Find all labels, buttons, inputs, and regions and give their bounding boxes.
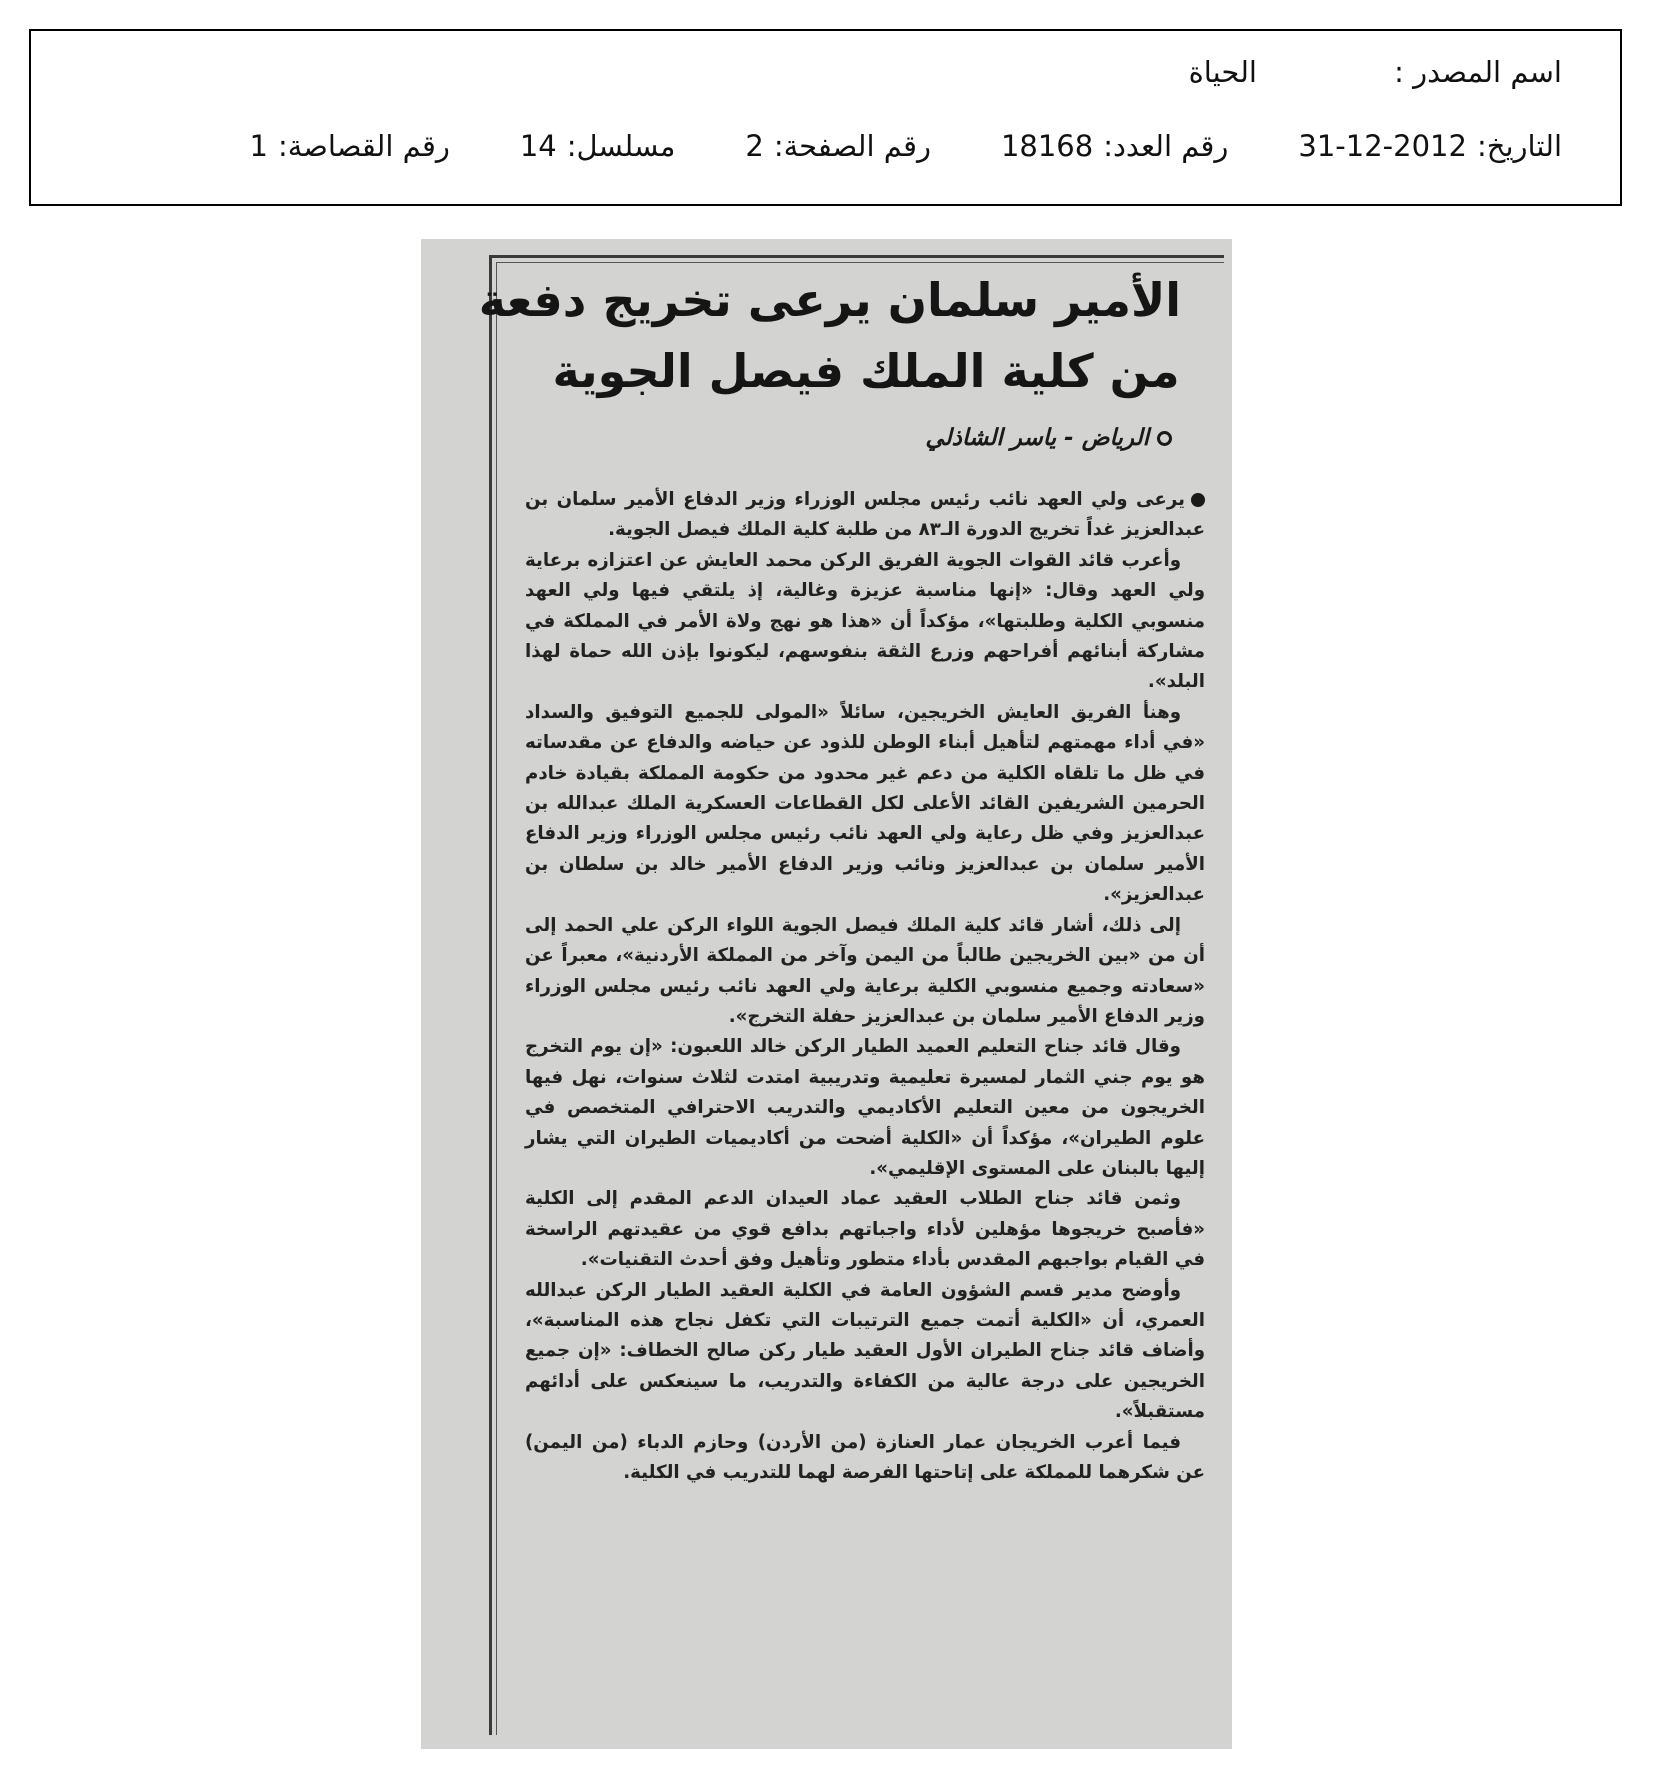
page-field — [745, 129, 931, 163]
clip-value: 1 — [249, 129, 268, 163]
headline-line-1: الأمير سلمان يرعى تخريج دفعة — [478, 273, 1181, 327]
newspaper-clipping — [421, 239, 1232, 1749]
date-label: التاريخ: — [1476, 129, 1562, 163]
article-body — [525, 485, 1205, 1488]
serial-field — [520, 129, 676, 163]
paragraph-text: يرعى ولي العهد نائب رئيس مجلس الوزراء وزير الدفاع الأمير سلمان بن عبدالعزيز غداً تخريج الدورة الـ٨٣ من طلبة كلية الملك فيصل الجوية. — [525, 489, 1205, 541]
serial-value: 14 — [519, 129, 557, 163]
details-row — [71, 129, 1562, 163]
byline — [925, 425, 1172, 451]
source-label: اسم المصدر : — [1394, 55, 1562, 89]
date-value: 31-12-2012 — [1298, 129, 1467, 163]
clip-label: رقم القصاصة: — [277, 129, 450, 163]
paragraph — [525, 485, 1205, 546]
clip-field — [250, 129, 450, 163]
paragraph: وقال قائد جناح التعليم العميد الطيار الركن خالد اللعبون: «إن يوم التخرج هو يوم جني الثمار لمسيرة تعليمية وتدريبية امتدت لثلاث سنوات، نهل فيها الخريجون من معين التعليم الأكاديمي والتدريب الاحترافي المتخصص في علوم الطيران»، مؤكداً أن «الكلية أضحت من أكاديميات الطيران التي يشار إليها بالبنان على المستوى الإقليمي». — [525, 1036, 1205, 1179]
issue-label: رقم العدد: — [1103, 129, 1229, 163]
circle-icon — [1157, 431, 1172, 446]
source-value: الحياة — [1188, 55, 1257, 89]
issue-value: 18168 — [1000, 129, 1094, 163]
paragraph: وثمن قائد جناح الطلاب العقيد عماد العيدان الدعم المقدم إلى الكلية «فأصبح خريجوها مؤهلين لأداء واجباتهم بدافع قوي من عقيدتهم الراسخة في القيام بواجبهم المقدس بأداء متطور وتأهيل وفق أحدث التقنيات». — [525, 1188, 1205, 1271]
serial-label: مسلسل: — [566, 129, 676, 163]
issue-field — [1001, 129, 1228, 163]
paragraph: وأعرب قائد القوات الجوية الفريق الركن محمد العايش عن اعتزازه برعاية ولي العهد وقال: «إنها مناسبة عزيزة وغالية، إذ يلتقي فيها ولي العهد منسوبي الكلية وطلبتها»، مؤكداً أن «هذا هو نهج ولاة الأمر في المملكة في مشاركة أبنائهم أفراحهم وزرع الثقة بنفوسهم، ليكونوا بإذن الله حماة لهذا البلد». — [525, 549, 1205, 693]
paragraph: فيما أعرب الخريجان عمار العنازة (من الأردن) وحازم الدباء (من اليمن) عن شكرهما للمملكة على إتاحتها الفرصة لهما للتدريب في الكلية. — [525, 1431, 1205, 1483]
paragraph: وهنأ الفريق العايش الخريجين، سائلاً «المولى للجميع التوفيق والسداد «في أداء مهمتهم لتأهيل أبناء الوطن للذود عن حياضه والدفاع عن مقدساته في ظل ما تلقاه الكلية من دعم غير محدود من حكومة المملكة بقيادة خادم الحرمين الشريفين القائد الأعلى لكل القطاعات العسكرية الملك عبدالله بن عبدالعزيز وفي ظل رعاية ولي العهد نائب رئيس مجلس الوزراء وزير الدفاع الأمير سلمان بن عبدالعزيز ونائب وزير الدفاع الأمير خالد بن سلطان بن عبدالعزيز». — [525, 701, 1205, 906]
paragraph: وأوضح مدير قسم الشؤون العامة في الكلية العقيد الطيار الركن عبدالله العمري، أن «الكلية أتمت جميع الترتيبات التي تكفل نجاح هذه المناسبة»، وأضاف قائد جناح الطيران الأول العقيد طيار ركن صالح الخطاف: «إن جميع الخريجين على درجة عالية من الكفاءة والتدريب، ما سينعكس على أدائهم مستقبلاً». — [525, 1279, 1205, 1423]
byline-text: الرياض - ياسر الشاذلي — [925, 425, 1149, 451]
headline-line-2: من كلية الملك فيصل الجوية — [552, 344, 1180, 398]
source-row — [71, 55, 1562, 89]
bullet-icon — [1191, 493, 1205, 507]
page-label: رقم الصفحة: — [773, 129, 931, 163]
metadata-box — [29, 29, 1622, 206]
date-field — [1298, 129, 1562, 163]
paragraph: إلى ذلك، أشار قائد كلية الملك فيصل الجوية اللواء الركن علي الحمد إلى أن من «بين الخريجين طالباً من اليمن وآخر من المملكة الأردنية»، معبراً عن «سعادته وجميع منسوبي الكلية برعاية ولي العهد نائب رئيس مجلس الوزراء وزير الدفاع الأمير سلمان بن عبدالعزيز حفلة التخرج». — [525, 914, 1205, 1027]
page-value: 2 — [745, 129, 764, 163]
